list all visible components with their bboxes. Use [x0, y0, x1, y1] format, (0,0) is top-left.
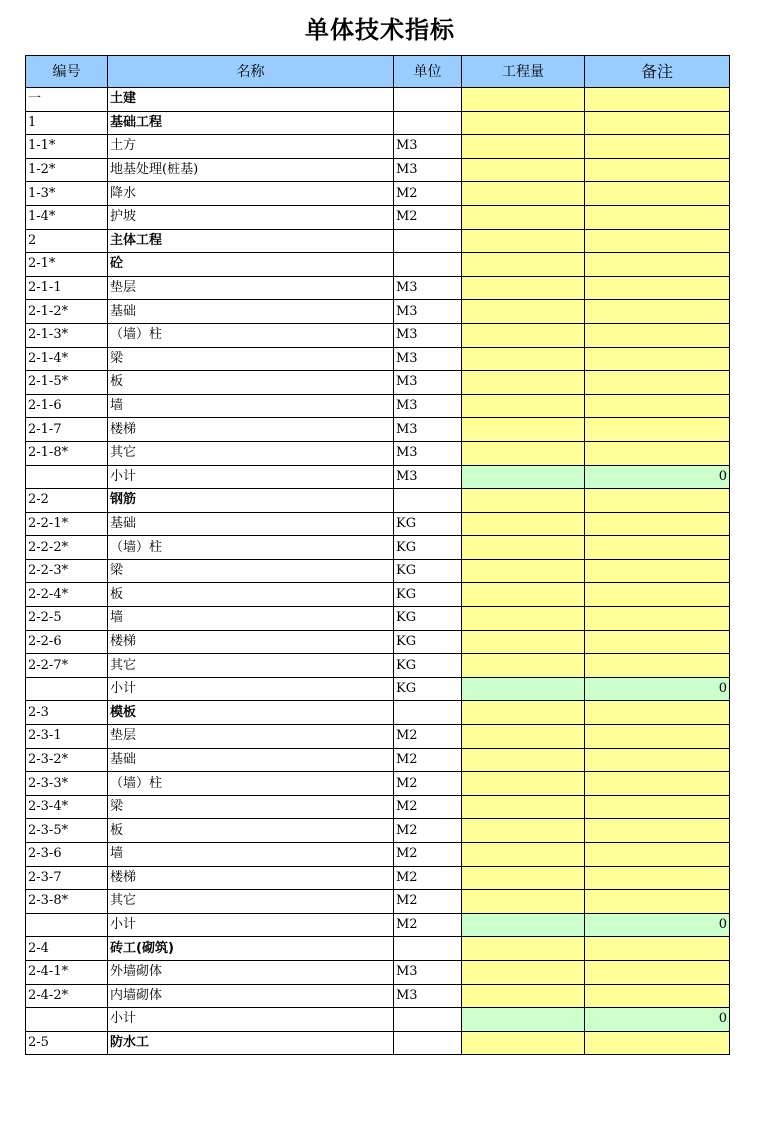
cell-code: 2-4-1* [26, 960, 108, 984]
cell-name: 模板 [108, 701, 394, 725]
table-row [26, 1031, 730, 1055]
cell-remark[interactable] [585, 583, 730, 607]
cell-remark[interactable]: 0 [585, 677, 730, 701]
cell-unit [394, 111, 462, 135]
cell-quantity[interactable] [462, 819, 585, 843]
cell-code: 2-1-6 [26, 394, 108, 418]
table-row [26, 182, 730, 206]
cell-remark[interactable] [585, 394, 730, 418]
cell-quantity[interactable] [462, 607, 585, 631]
cell-remark[interactable] [585, 300, 730, 324]
cell-unit: M3 [394, 960, 462, 984]
cell-code: 2-1-7 [26, 418, 108, 442]
table-row [26, 984, 730, 1008]
cell-name: 基础 [108, 512, 394, 536]
cell-code: 2-4-2* [26, 984, 108, 1008]
table-row [26, 960, 730, 984]
cell-code: 2-3-8* [26, 890, 108, 914]
table-row [26, 512, 730, 536]
cell-code: 2-1-1 [26, 276, 108, 300]
cell-quantity[interactable] [462, 512, 585, 536]
cell-remark[interactable] [585, 371, 730, 395]
table-row [26, 654, 730, 678]
cell-unit: M2 [394, 913, 462, 937]
cell-unit [394, 1008, 462, 1032]
header-quantity: 工程量 [462, 56, 585, 88]
cell-name: 小计 [108, 677, 394, 701]
cell-code: 2-2-2* [26, 536, 108, 560]
cell-name: 基础工程 [108, 111, 394, 135]
cell-name: 楼梯 [108, 418, 394, 442]
cell-code: 2-3-3* [26, 772, 108, 796]
cell-remark[interactable] [585, 772, 730, 796]
cell-code: 2-1-4* [26, 347, 108, 371]
cell-remark[interactable] [585, 229, 730, 253]
cell-code: 1-2* [26, 158, 108, 182]
subtotal-row [26, 677, 730, 701]
cell-unit: M3 [394, 984, 462, 1008]
cell-unit [394, 229, 462, 253]
cell-unit [394, 937, 462, 961]
table-row [26, 347, 730, 371]
subtotal-row [26, 465, 730, 489]
cell-unit: KG [394, 607, 462, 631]
cell-quantity[interactable] [462, 158, 585, 182]
cell-remark[interactable]: 0 [585, 465, 730, 489]
cell-quantity[interactable] [462, 229, 585, 253]
cell-unit: M3 [394, 276, 462, 300]
header-unit: 单位 [394, 56, 462, 88]
cell-remark[interactable] [585, 253, 730, 277]
cell-remark[interactable] [585, 795, 730, 819]
cell-name: 板 [108, 583, 394, 607]
cell-remark[interactable] [585, 984, 730, 1008]
cell-remark[interactable] [585, 418, 730, 442]
table-row [26, 559, 730, 583]
cell-unit: M2 [394, 748, 462, 772]
cell-code: 2-2 [26, 489, 108, 513]
cell-code: 2-5 [26, 1031, 108, 1055]
cell-unit [394, 701, 462, 725]
table-row [26, 772, 730, 796]
cell-quantity[interactable] [462, 654, 585, 678]
cell-name: 土建 [108, 88, 394, 112]
cell-unit: M2 [394, 182, 462, 206]
cell-quantity[interactable] [462, 725, 585, 749]
cell-unit: M2 [394, 795, 462, 819]
cell-name: 垫层 [108, 725, 394, 749]
cell-name: 垫层 [108, 276, 394, 300]
cell-name: 内墙砌体 [108, 984, 394, 1008]
cell-name: 墙 [108, 394, 394, 418]
cell-quantity[interactable] [462, 1031, 585, 1055]
cell-remark[interactable] [585, 323, 730, 347]
cell-quantity[interactable] [462, 441, 585, 465]
cell-name: 防水工 [108, 1031, 394, 1055]
cell-code: 2-1-3* [26, 323, 108, 347]
cell-code: 2-2-6 [26, 630, 108, 654]
cell-name: 梁 [108, 347, 394, 371]
cell-code: 2-3-7 [26, 866, 108, 890]
cell-unit: M3 [394, 323, 462, 347]
cell-name: 小计 [108, 1008, 394, 1032]
header-row [26, 56, 730, 88]
cell-quantity[interactable] [462, 1008, 585, 1032]
cell-remark[interactable] [585, 276, 730, 300]
header-name: 名称 [108, 56, 394, 88]
cell-unit: M3 [394, 300, 462, 324]
cell-unit: M2 [394, 843, 462, 867]
cell-code: 2-1-2* [26, 300, 108, 324]
cell-unit: M3 [394, 135, 462, 159]
cell-code [26, 465, 108, 489]
table-row [26, 843, 730, 867]
header-remark: 备注 [585, 56, 730, 88]
cell-name: 基础 [108, 748, 394, 772]
cell-code: 2-2-5 [26, 607, 108, 631]
cell-quantity[interactable] [462, 677, 585, 701]
cell-quantity[interactable] [462, 418, 585, 442]
cell-quantity[interactable] [462, 630, 585, 654]
cell-unit: M2 [394, 205, 462, 229]
cell-name: 板 [108, 371, 394, 395]
cell-unit: KG [394, 677, 462, 701]
cell-code [26, 913, 108, 937]
cell-name: 小计 [108, 465, 394, 489]
table-row [26, 323, 730, 347]
cell-name: 其它 [108, 890, 394, 914]
cell-unit: KG [394, 583, 462, 607]
cell-quantity[interactable] [462, 583, 585, 607]
cell-unit: KG [394, 512, 462, 536]
table-row [26, 253, 730, 277]
cell-quantity[interactable] [462, 111, 585, 135]
cell-remark[interactable] [585, 630, 730, 654]
cell-code: 2-2-3* [26, 559, 108, 583]
table-row [26, 205, 730, 229]
cell-name: 其它 [108, 441, 394, 465]
cell-quantity[interactable] [462, 843, 585, 867]
cell-remark[interactable] [585, 347, 730, 371]
cell-quantity[interactable] [462, 182, 585, 206]
cell-quantity[interactable] [462, 795, 585, 819]
cell-remark[interactable] [585, 866, 730, 890]
cell-quantity[interactable] [462, 323, 585, 347]
cell-remark[interactable] [585, 725, 730, 749]
cell-code: 2-3-2* [26, 748, 108, 772]
cell-unit: M2 [394, 772, 462, 796]
cell-name: 主体工程 [108, 229, 394, 253]
cell-quantity[interactable] [462, 394, 585, 418]
cell-code: 2-3-1 [26, 725, 108, 749]
table-row [26, 371, 730, 395]
cell-name: （墙）柱 [108, 772, 394, 796]
cell-name: 梁 [108, 559, 394, 583]
cell-name: （墙）柱 [108, 536, 394, 560]
cell-name: 钢筋 [108, 489, 394, 513]
cell-code: 2-2-4* [26, 583, 108, 607]
table-row [26, 88, 730, 112]
cell-remark[interactable] [585, 135, 730, 159]
table-row [26, 229, 730, 253]
cell-quantity[interactable] [462, 371, 585, 395]
cell-code: 2-3 [26, 701, 108, 725]
cell-remark[interactable] [585, 536, 730, 560]
cell-remark[interactable] [585, 88, 730, 112]
cell-remark[interactable] [585, 111, 730, 135]
cell-name: 梁 [108, 795, 394, 819]
cell-quantity[interactable] [462, 489, 585, 513]
table-row [26, 630, 730, 654]
cell-quantity[interactable] [462, 536, 585, 560]
table-row [26, 441, 730, 465]
cell-quantity[interactable] [462, 253, 585, 277]
cell-unit: M3 [394, 394, 462, 418]
cell-remark[interactable] [585, 748, 730, 772]
cell-name: 土方 [108, 135, 394, 159]
table-row [26, 795, 730, 819]
cell-remark[interactable] [585, 937, 730, 961]
cell-remark[interactable]: 0 [585, 913, 730, 937]
table-row [26, 489, 730, 513]
cell-unit: KG [394, 630, 462, 654]
table-row [26, 158, 730, 182]
cell-name: 楼梯 [108, 866, 394, 890]
cell-unit: KG [394, 654, 462, 678]
cell-unit [394, 253, 462, 277]
cell-code [26, 677, 108, 701]
cell-code: 1-3* [26, 182, 108, 206]
cell-quantity[interactable] [462, 913, 585, 937]
table-row [26, 701, 730, 725]
table-row [26, 890, 730, 914]
cell-remark[interactable] [585, 701, 730, 725]
cell-code: 2-1-5* [26, 371, 108, 395]
header-code: 编号 [26, 56, 108, 88]
cell-quantity[interactable] [462, 88, 585, 112]
page-title: 单体技术指标 [305, 16, 455, 44]
cell-remark[interactable] [585, 489, 730, 513]
cell-remark[interactable] [585, 843, 730, 867]
cell-unit: M3 [394, 347, 462, 371]
cell-unit: KG [394, 536, 462, 560]
cell-code: 2-3-6 [26, 843, 108, 867]
cell-code: 1-4* [26, 205, 108, 229]
cell-quantity[interactable] [462, 866, 585, 890]
cell-quantity[interactable] [462, 890, 585, 914]
cell-name: 墙 [108, 607, 394, 631]
table-row [26, 583, 730, 607]
cell-name: 其它 [108, 654, 394, 678]
cell-code: 2-2-7* [26, 654, 108, 678]
cell-name: 地基处理(桩基) [108, 158, 394, 182]
table-row [26, 725, 730, 749]
cell-unit [394, 88, 462, 112]
cell-name: 墙 [108, 843, 394, 867]
cell-quantity[interactable] [462, 465, 585, 489]
cell-quantity[interactable] [462, 984, 585, 1008]
cell-code: 2-3-5* [26, 819, 108, 843]
cell-name: 外墙砌体 [108, 960, 394, 984]
cell-code: 2-3-4* [26, 795, 108, 819]
cell-quantity[interactable] [462, 701, 585, 725]
cell-name: 小计 [108, 913, 394, 937]
cell-remark[interactable] [585, 205, 730, 229]
cell-quantity[interactable] [462, 559, 585, 583]
table-row [26, 748, 730, 772]
table-row [26, 607, 730, 631]
cell-unit: M2 [394, 725, 462, 749]
cell-code: 2 [26, 229, 108, 253]
cell-code [26, 1008, 108, 1032]
table-row [26, 111, 730, 135]
cell-quantity[interactable] [462, 300, 585, 324]
cell-remark[interactable] [585, 158, 730, 182]
cell-remark[interactable] [585, 182, 730, 206]
cell-quantity[interactable] [462, 748, 585, 772]
table-row [26, 937, 730, 961]
cell-quantity[interactable] [462, 347, 585, 371]
subtotal-row [26, 1008, 730, 1032]
cell-remark[interactable] [585, 819, 730, 843]
cell-name: （墙）柱 [108, 323, 394, 347]
cell-code: 2-1* [26, 253, 108, 277]
cell-unit: M3 [394, 441, 462, 465]
cell-name: 砼 [108, 253, 394, 277]
cell-code: 1 [26, 111, 108, 135]
cell-unit: M3 [394, 418, 462, 442]
cell-remark[interactable]: 0 [585, 1008, 730, 1032]
table-row [26, 300, 730, 324]
table-row [26, 276, 730, 300]
cell-unit: M2 [394, 866, 462, 890]
cell-code: 2-1-8* [26, 441, 108, 465]
cell-code: 1-1* [26, 135, 108, 159]
cell-quantity[interactable] [462, 937, 585, 961]
cell-remark[interactable] [585, 890, 730, 914]
table-row [26, 418, 730, 442]
cell-remark[interactable] [585, 512, 730, 536]
table-row [26, 135, 730, 159]
cell-quantity[interactable] [462, 135, 585, 159]
cell-name: 板 [108, 819, 394, 843]
cell-remark[interactable] [585, 654, 730, 678]
cell-name: 楼梯 [108, 630, 394, 654]
cell-name: 降水 [108, 182, 394, 206]
cell-code: 一 [26, 88, 108, 112]
cell-unit: KG [394, 559, 462, 583]
cell-remark[interactable] [585, 441, 730, 465]
cell-name: 砖工(砌筑) [108, 937, 394, 961]
cell-remark[interactable] [585, 607, 730, 631]
technical-indicator-table [25, 55, 730, 1055]
cell-unit: M2 [394, 819, 462, 843]
cell-unit [394, 489, 462, 513]
cell-name: 基础 [108, 300, 394, 324]
table-row [26, 536, 730, 560]
subtotal-row [26, 913, 730, 937]
cell-unit: M2 [394, 890, 462, 914]
cell-code: 2-4 [26, 937, 108, 961]
cell-quantity[interactable] [462, 960, 585, 984]
cell-unit: M3 [394, 158, 462, 182]
cell-unit: M3 [394, 371, 462, 395]
cell-quantity[interactable] [462, 205, 585, 229]
cell-code: 2-2-1* [26, 512, 108, 536]
cell-name: 护坡 [108, 205, 394, 229]
cell-remark[interactable] [585, 1031, 730, 1055]
cell-remark[interactable] [585, 559, 730, 583]
table-row [26, 819, 730, 843]
cell-unit [394, 1031, 462, 1055]
table-body [26, 88, 730, 1055]
cell-quantity[interactable] [462, 772, 585, 796]
table-row [26, 866, 730, 890]
cell-quantity[interactable] [462, 276, 585, 300]
cell-remark[interactable] [585, 960, 730, 984]
table-row [26, 394, 730, 418]
cell-unit: M3 [394, 465, 462, 489]
